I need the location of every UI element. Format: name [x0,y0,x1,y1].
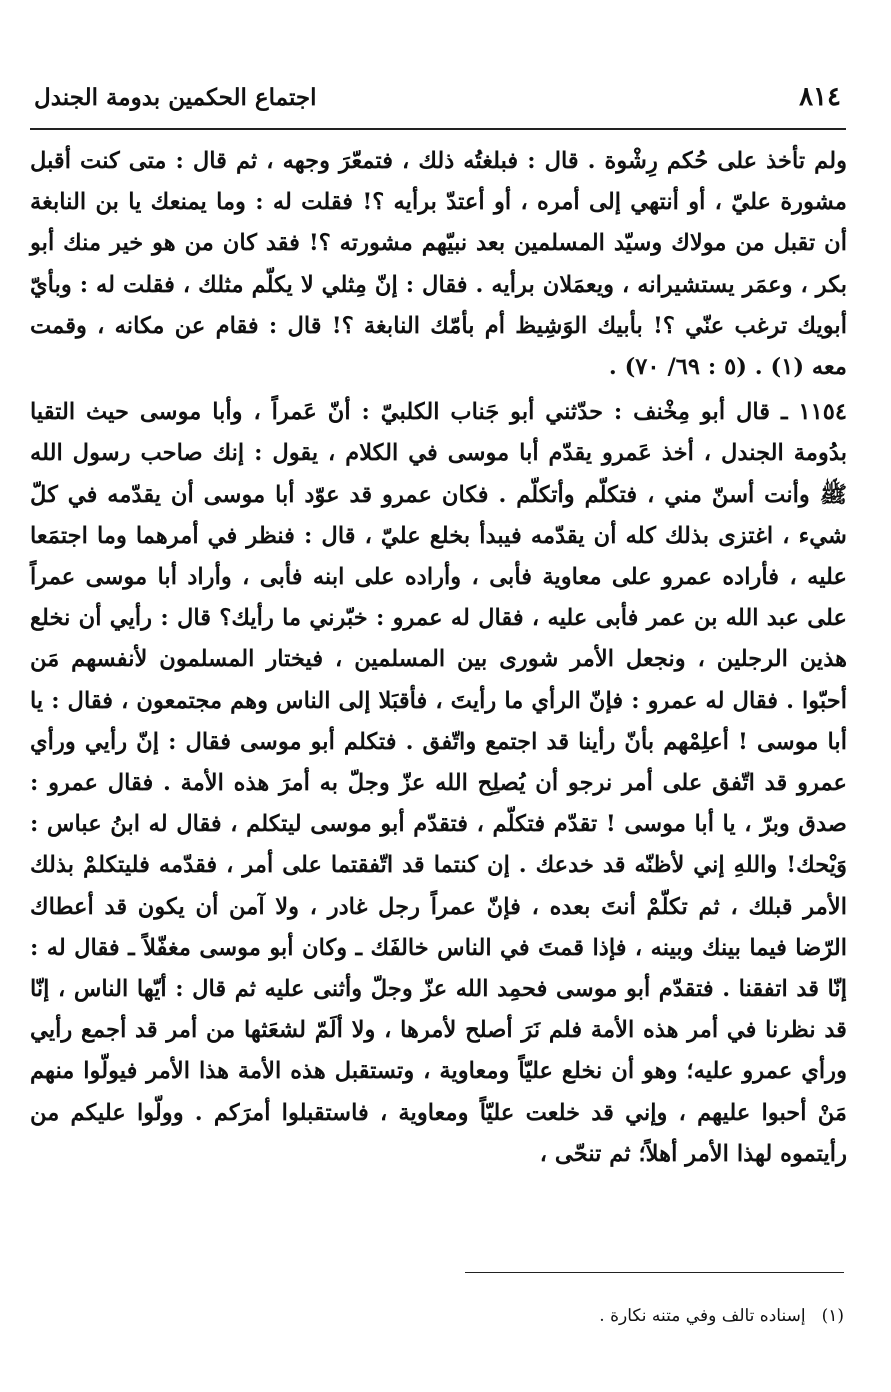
page-number: ٨١٤ [799,82,841,112]
page-header [30,80,851,120]
footnote [30,1303,844,1329]
paragraph-1: ولم تأخذ على حُكم رِشْوة . قال : فبلغتُه ذلك ، فتمعّرَ وجهه ، ثم قال : متى كنت أقبل مشورة عليّ ، أو أنتهي إلى أمره ، أو أعتدّ برأيه ؟! فقلت له : وما يمنعك يا بن النابغة أن تقبل من مولاك وسيّد المسلمين بعد نبيّهم مشورته ؟! فقد كان من هو خير منك أبو بكر ، وعمَر يستشيرانه ، ويعمَلان برأيه . فقال : إنّ مِثلي لا يكلّم مثلك ، فقلت له : وبأيّ أبويك ترغب عنّي ؟! بأبيك الوَشِيظ أم بأمّك النابغة ؟! قال : فقام عن مكانه ، وقمت معه (١) . (٥ : ٦٩/ ٧٠) . [30,148,847,381]
running-title: اجتماع الحكمين بدومة الجندل [34,84,317,111]
header-divider [30,128,846,130]
footnote-text: إسناده تالف وفي متنه نكارة . [599,1306,806,1326]
footnote-marker: (١) [821,1306,844,1326]
paragraph-1154: ١١٥٤ ـ قال أبو مِخْنف : حدّثني أبو جَناب الكلبيّ : أنّ عَمراً ، وأبا موسى حيث التقيا بدُومة الجندل ، أخذ عَمرو يقدّم أبا موسى في الكلام ، يقول : إنك صاحب رسول الله ﷺ وأنت أسنّ مني ، فتكلّم وأتكلّم . فكان عمرو قد عوّد أبا موسى أن يقدّمه في كلّ شيء ، اغتزى بذلك كله أن يقدّمه فيبدأ بخلع عليّ ، قال : فنظر في أمرهما وما اجتمَعا عليه ، فأراده عمرو على معاوية فأبى ، وأراده على ابنه فأبى ، وأراد أبا موسى عمراً على عبد الله بن عمر فأبى عليه ، فقال له عمرو : خبّرني ما رأيك؟ قال : رأيي أن نخلع هذين الرجلين ، ونجعل الأمر شورى بين المسلمين ، فيختار المسلمون لأنفسهم مَن أحبّوا . فقال له عمرو : فإنّ الرأي ما رأيتَ ، فأقبَلا إلى الناس وهم مجتمعون ، فقال : يا أبا موسى ! أعلِمْهم بأنّ رأينا قد اجتمع واتّفق . فتكلم أبو موسى فقال : إنّ رأيي ورأي عمرو قد اتّفق على أمر نرجو أن يُصلِح الله عزّ وجلّ به أمرَ هذه الأمة . فقال عمرو : صدق وبرّ ، يا أبا موسى ! تقدّم فتكلّم ، فتقدّم أبو موسى ليتكلم ، فقال له ابنُ عباس : وَيْحك! واللهِ إني لأظنّه قد خدعك . إن كنتما قد اتّفقتما على أمر ، فقدّمه فليتكلمْ بذلك الأمر قبلك ، ثم تكلّمْ أنتَ بعده ، فإنّ عمراً رجل غادر ، ولا آمن أن يكون قد أعطاك الرّضا فيما بينك وبينه ، فإذا قمتَ في الناس خالفَك ـ وكان أبو موسى مغفّلاً ـ فقال له : إنّا قد اتفقنا . فتقدّم أبو موسى فحمِد الله عزّ وجلّ وأثنى عليه ثم قال : أيّها الناس ، إنّا قد نظرنا في أمر هذه الأمة فلم نَرَ أصلح لأمرها ، ولا ألَمّ لشعَثها من أمر قد أجمع رأيي ورأي عمرو عليه؛ وهو أن نخلع عليّاً ومعاوية ، وتستقبل هذه الأمة هذا الأمر فيولّوا منهم مَنْ أحبوا عليهم ، وإني قد خلعت عليّاً ومعاوية ، فاستقبلوا أمرَكم . وولّوا عليكم من رأيتموه لهذا الأمر أهلاً؛ ثم تنحّى ، [30,399,847,1167]
main-text [30,141,847,1175]
footnote-divider [465,1272,844,1273]
